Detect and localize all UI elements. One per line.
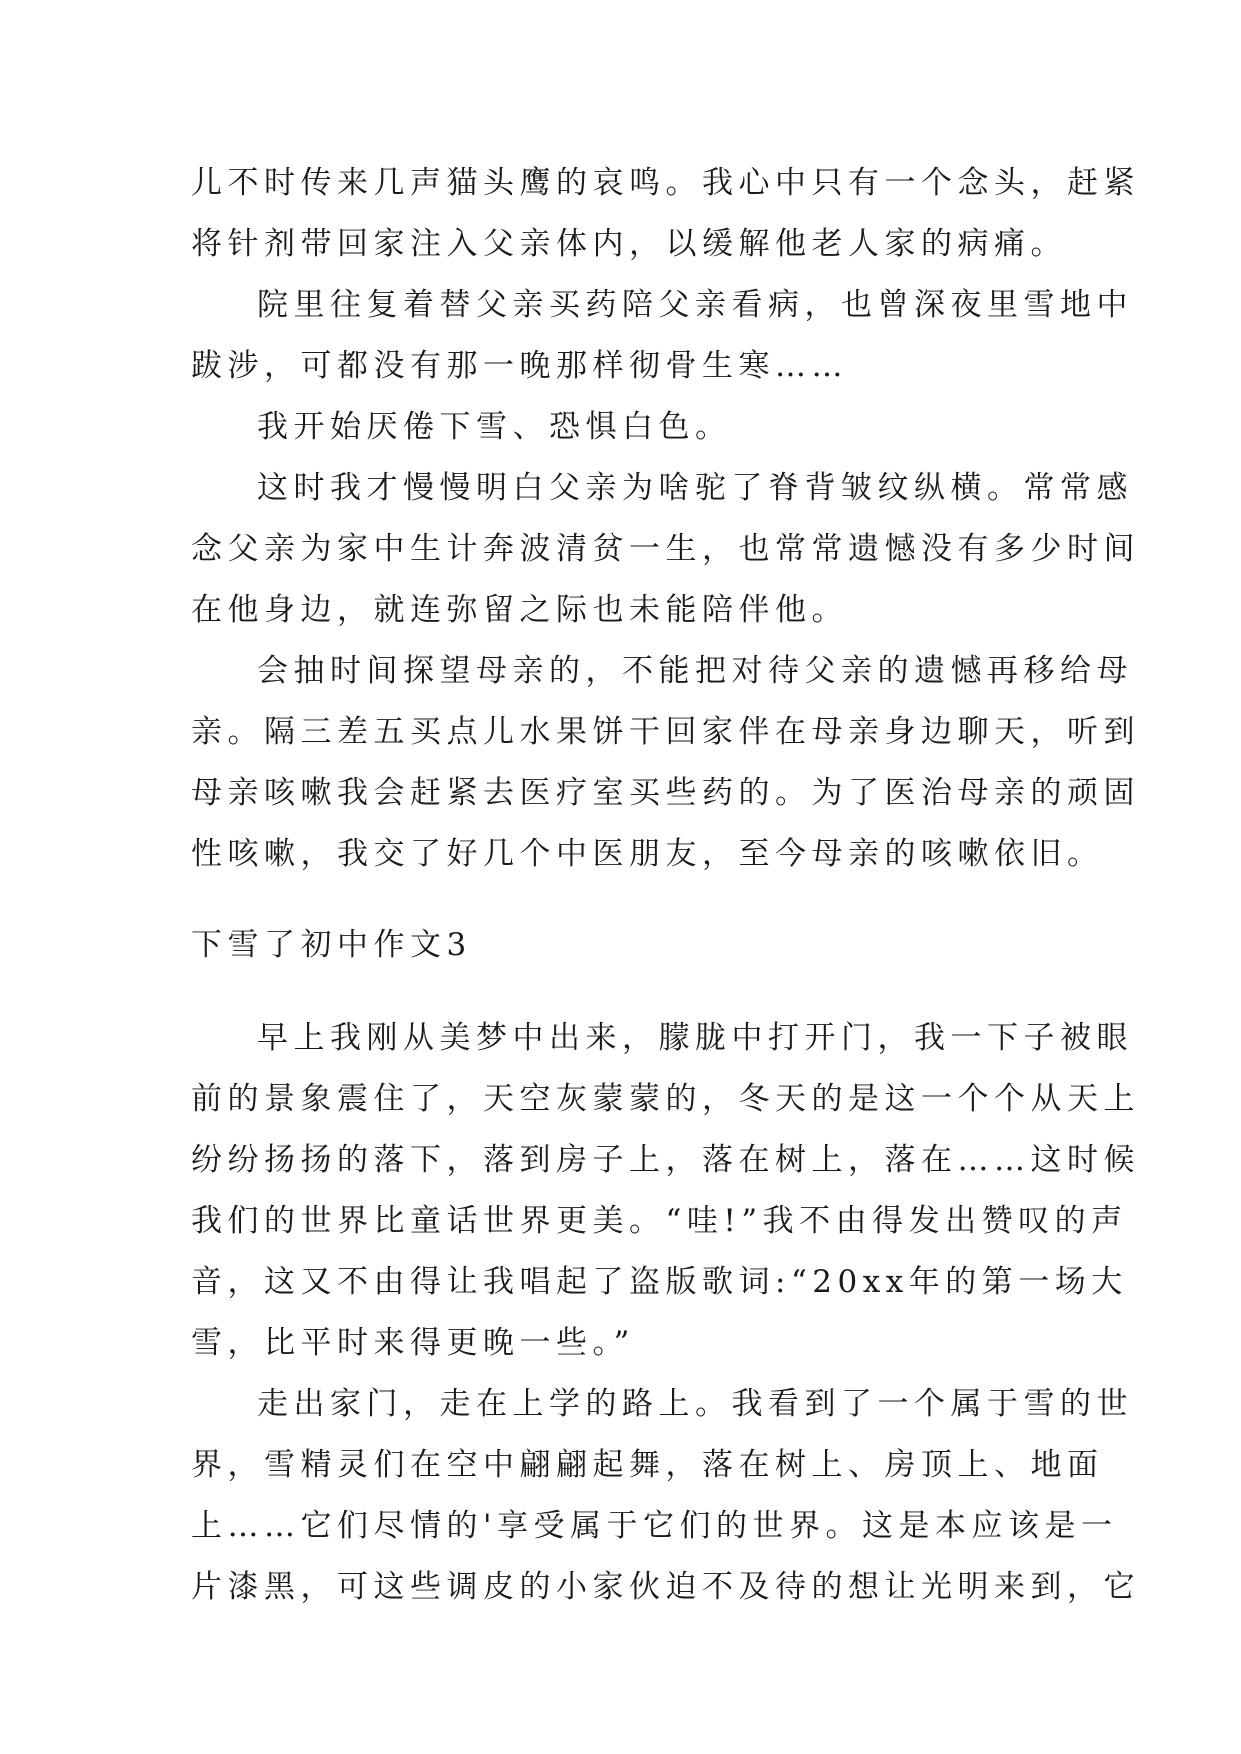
text-line: 将针剂带回家注入父亲体内，以缓解他老人家的病痛。 [191,226,1067,262]
text-line: 在他身边，就连弥留之际也未能陪伴他。 [191,592,848,628]
text-line: 片漆黑，可这些调皮的小家伙迫不及待的想让光明来到，它 [191,1569,1140,1605]
essay-body [191,1008,1140,1618]
text-line: 前的景象震住了，天空灰蒙蒙的，冬天的是这一个个从天上 [191,1081,1140,1117]
text-line: 跋涉，可都没有那一晚那样彻骨生寒…… [191,348,848,384]
paragraph-start-line: 这时我才慢慢明白父亲为啥驼了脊背皱纹纵横。常常感 [257,470,1133,506]
paragraph-start-line: 我开始厌倦下雪、恐惧白色。 [257,409,732,445]
paragraph-start-line: 会抽时间探望母亲的，不能把对待父亲的遗憾再移给母 [257,653,1133,689]
text-line: 我们的世界比童话世界更美。“哇!”我不由得发出赞叹的声 [191,1203,1128,1239]
text-line: 儿不时传来几声猫头鹰的哀鸣。我心中只有一个念头，赶紧 [191,165,1140,201]
text-line: 念父亲为家中生计奔波清贫一生，也常常遗憾没有多少时间 [191,531,1140,567]
text-line: 性咳嗽，我交了好几个中医朋友，至今母亲的咳嗽依旧。 [191,836,1104,872]
essay-continuation [191,153,1140,885]
text-line: 上……它们尽情的'享受属于它们的世界。这是本应该是一 [191,1508,1118,1544]
text-line: 音，这又不由得让我唱起了盗版歌词:“20xx年的第一场大 [191,1264,1128,1300]
text-line: 雪，比平时来得更晚一些。” [191,1325,635,1361]
essay-title: 下雪了初中作文3 [191,927,472,963]
text-line: 母亲咳嗽我会赶紧去医疗室买些药的。为了医治母亲的顽固 [191,775,1140,811]
text-line: 纷纷扬扬的落下，落到房子上，落在树上，落在……这时候 [191,1142,1140,1178]
text-line: 亲。隔三差五买点儿水果饼干回家伴在母亲身边聊天，听到 [191,714,1140,750]
paragraph-start-line: 走出家门，走在上学的路上。我看到了一个属于雪的世 [257,1386,1133,1422]
paragraph-start-line: 早上我刚从美梦中出来，朦胧中打开门，我一下子被眼 [257,1020,1133,1056]
paragraph-start-line: 院里往复着替父亲买药陪父亲看病，也曾深夜里雪地中 [257,287,1133,323]
text-line: 界，雪精灵们在空中翩翩起舞，落在树上、房顶上、地面 [191,1447,1104,1483]
